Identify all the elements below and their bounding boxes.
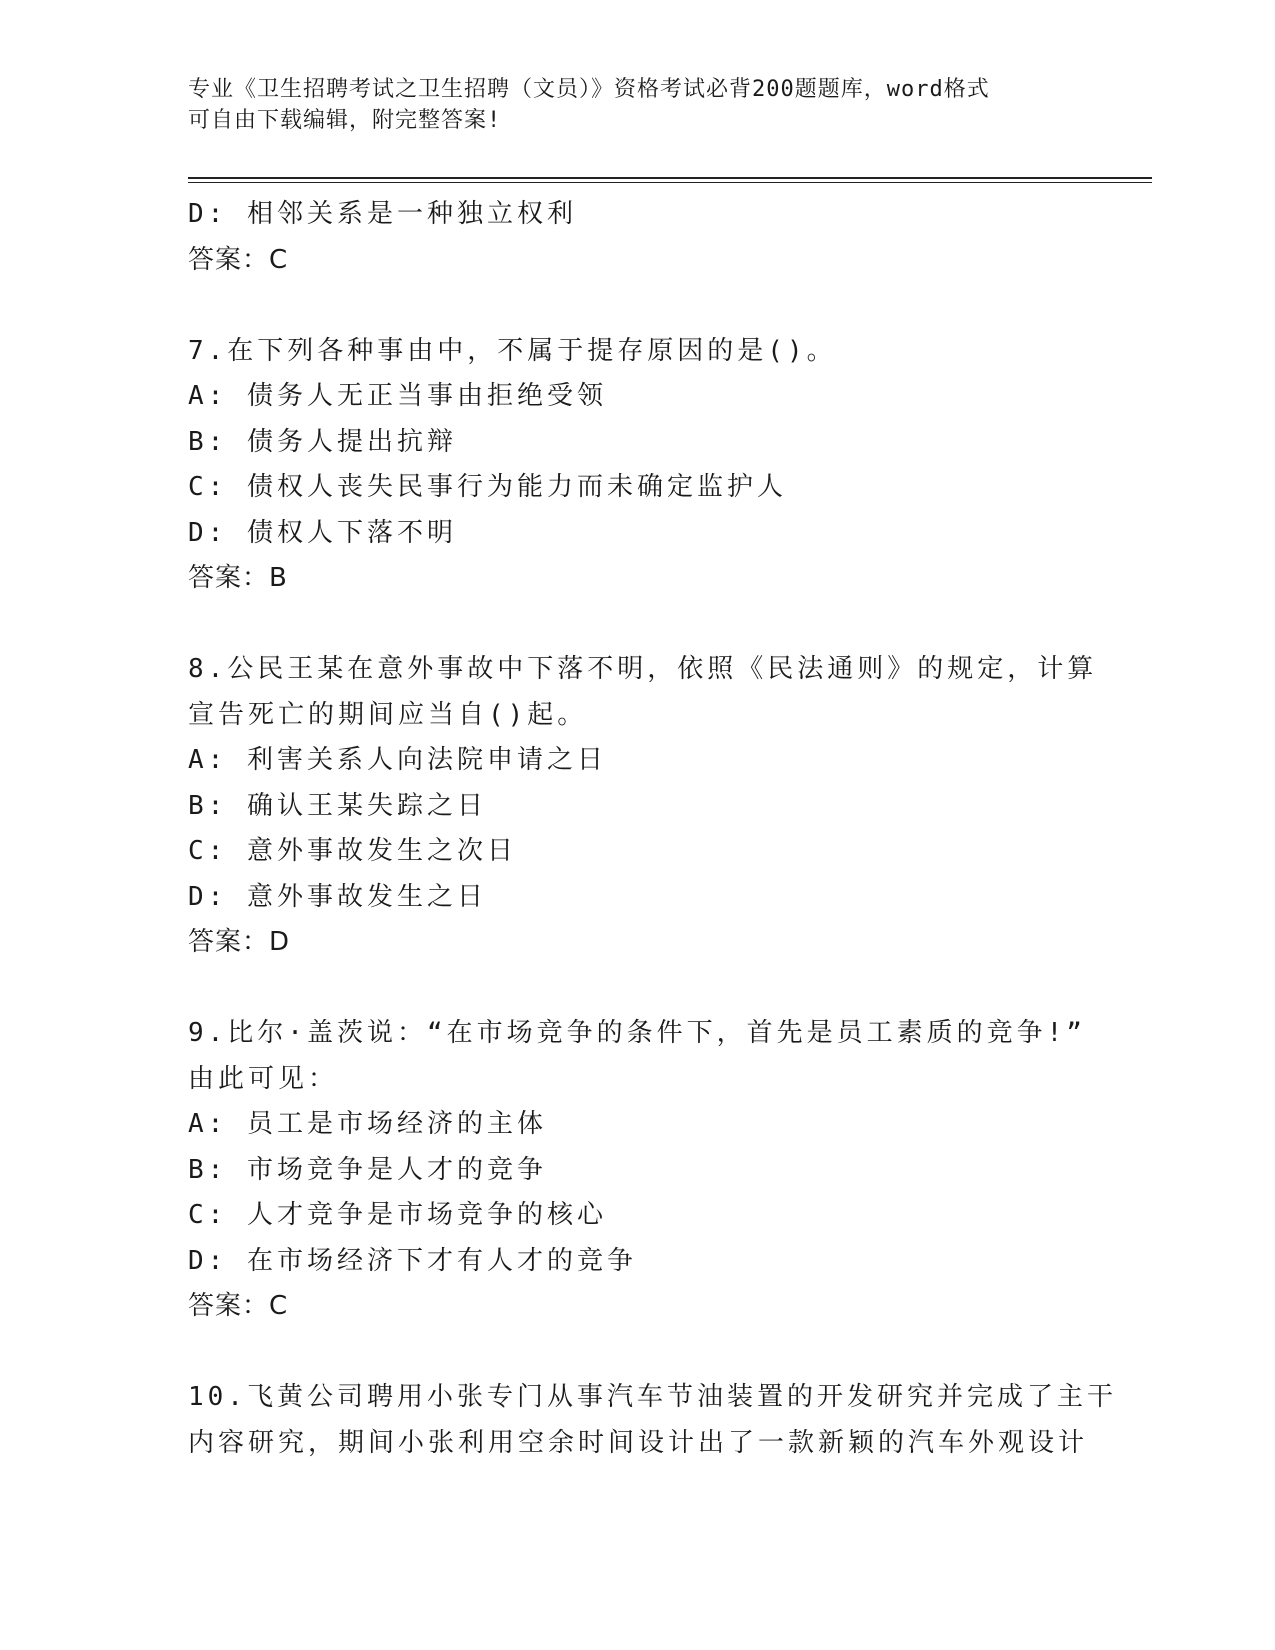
question-stem: 8.公民王某在意外事故中下落不明，依照《民法通则》的规定，计算 xyxy=(188,654,1098,684)
header-rule-thin xyxy=(188,182,1152,183)
question-stem: 7.在下列各种事由中，不属于提存原因的是()。 xyxy=(188,335,837,366)
option-a: A: 员工是市场经济的主体 xyxy=(188,1109,547,1139)
question-9 xyxy=(188,1011,1088,1330)
option-c: C: 意外事故发生之次日 xyxy=(188,836,517,866)
question-stem-cont: 由此可见： xyxy=(188,1063,339,1094)
option-a: A: 利害关系人向法院申请之日 xyxy=(188,745,607,775)
question-8 xyxy=(188,647,1098,966)
answer: 答案：B xyxy=(188,563,288,593)
question-stem: 10.飞黄公司聘用小张专门从事汽车节油装置的开发研究并完成了主干 xyxy=(188,1382,1117,1412)
question-10 xyxy=(188,1375,1117,1466)
question-stem-cont: 内容研究，期间小张利用空余时间设计出了一款新颖的汽车外观设计 xyxy=(188,1427,1089,1458)
option-d: D: 在市场经济下才有人才的竞争 xyxy=(188,1245,637,1276)
option-d: D: 债权人下落不明 xyxy=(188,517,457,548)
header-rule-thick xyxy=(188,177,1152,179)
option-d: D: 意外事故发生之日 xyxy=(188,881,487,912)
question-stem-cont: 宣告死亡的期间应当自()起。 xyxy=(188,699,588,730)
option-a: A: 债务人无正当事由拒绝受领 xyxy=(188,381,607,411)
question-stem: 9.比尔·盖茨说：“在市场竞争的条件下，首先是员工素质的竞争!” xyxy=(188,1018,1086,1048)
option-b: B: 债务人提出抗辩 xyxy=(188,426,457,457)
document-header xyxy=(188,74,1088,136)
header-line-1: 专业《卫生招聘考试之卫生招聘（文员）》资格考试必背200题题库，word格式 xyxy=(188,77,990,102)
header-line-2: 可自由下载编辑，附完整答案! xyxy=(188,108,502,133)
prev-answer: 答案：C xyxy=(188,244,289,275)
prev-option-d: D: 相邻关系是一种独立权利 xyxy=(188,199,577,229)
option-c: C: 债权人丧失民事行为能力而未确定监护人 xyxy=(188,472,787,502)
option-c: C: 人才竞争是市场竞争的核心 xyxy=(188,1200,607,1230)
option-b: B: 市场竞争是人才的竞争 xyxy=(188,1154,547,1185)
spacer xyxy=(188,602,1088,648)
spacer xyxy=(188,283,1088,329)
option-b: B: 确认王某失踪之日 xyxy=(188,790,487,821)
question-7 xyxy=(188,329,1088,602)
answer: 答案：C xyxy=(188,1291,289,1321)
spacer xyxy=(188,966,1088,1012)
answer: 答案：D xyxy=(188,927,291,957)
spacer xyxy=(188,1330,1088,1376)
question-content xyxy=(188,192,1117,1466)
